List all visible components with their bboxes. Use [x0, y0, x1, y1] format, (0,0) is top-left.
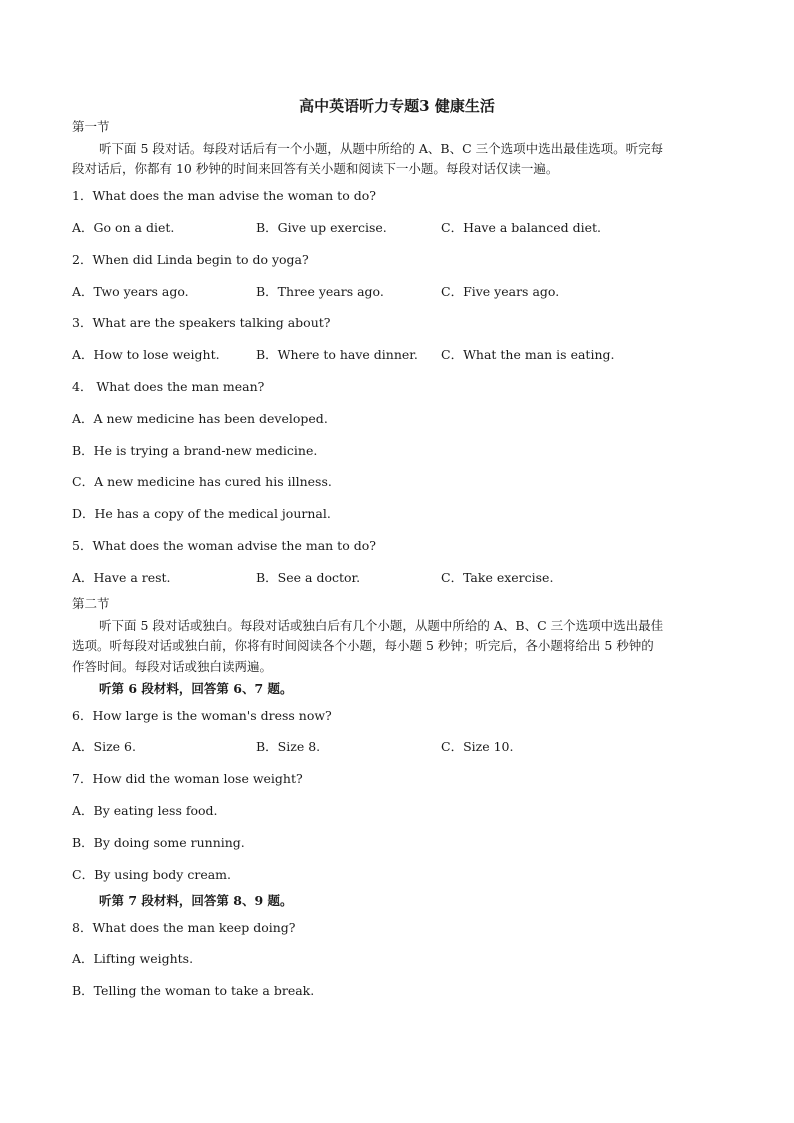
option-b: B．Three years ago.	[256, 284, 384, 299]
section2-instructions-line3: 作答时间。每段对话或独白读两遍。	[72, 659, 273, 674]
option-c: C．Size 10.	[441, 739, 514, 754]
question-4-stem: 4． What does the man mean?	[72, 379, 265, 394]
question-4-option-d: D．He has a copy of the medical journal.	[72, 506, 331, 521]
page-title: 高中英语听力专题3 健康生活	[299, 97, 495, 115]
question-4-option-b: B．He is trying a brand-new medicine.	[72, 443, 318, 458]
option-a: A．Have a rest.	[72, 570, 171, 585]
option-b: B．Give up exercise.	[256, 220, 387, 235]
section2-heading: 第二节	[72, 596, 110, 611]
question-8-stem: 8．What does the man keep doing?	[72, 920, 296, 935]
question-5-stem: 5．What does the woman advise the man to do?	[72, 538, 376, 553]
question-4-option-a: A．A new medicine has been developed.	[72, 411, 328, 426]
section2-instructions-line2: 选项。听每段对话或独白前，你将有时间阅读各个小题，每小题 5 秒钟；听完后，各小题将给出 5 秒钟的	[72, 638, 654, 653]
question-2-stem: 2．When did Linda begin to do yoga?	[72, 252, 309, 267]
subsection-7-heading: 听第 7 段材料，回答第 8、9 题。	[99, 893, 293, 908]
question-7-stem: 7．How did the woman lose weight?	[72, 771, 303, 786]
question-6-stem: 6．How large is the woman's dress now?	[72, 708, 332, 723]
option-b: B．Where to have dinner.	[256, 347, 418, 362]
option-a: A．Size 6.	[72, 739, 136, 754]
section2-instructions-line1: 听下面 5 段对话或独白。每段对话或独白后有几个小题，从题中所给的 A、B、C 三个选项中选出最佳	[99, 618, 664, 633]
option-a: A．Two years ago.	[72, 284, 189, 299]
section1-instructions-line1: 听下面 5 段对话。每段对话后有一个小题，从题中所给的 A、B、C 三个选项中选出最佳选项。听完每	[99, 141, 664, 156]
section1-instructions-line2: 段对话后，你都有 10 秒钟的时间来回答有关小题和阅读下一小题。每段对话仅读一遍。	[72, 161, 559, 176]
option-c: C．Take exercise.	[441, 570, 554, 585]
question-7-option-a: A．By eating less food.	[72, 803, 218, 818]
question-1-stem: 1．What does the man advise the woman to do?	[72, 188, 376, 203]
question-7-option-c: C．By using body cream.	[72, 867, 231, 882]
question-8-option-a: A．Lifting weights.	[72, 951, 194, 966]
question-8-option-b: B．Telling the woman to take a break.	[72, 983, 315, 998]
question-7-option-b: B．By doing some running.	[72, 835, 245, 850]
question-4-option-c: C．A new medicine has cured his illness.	[72, 474, 332, 489]
question-3-stem: 3．What are the speakers talking about?	[72, 315, 331, 330]
option-c: C．What the man is eating.	[441, 347, 615, 362]
subsection-6-heading: 听第 6 段材料，回答第 6、7 题。	[99, 681, 293, 696]
option-a: A．How to lose weight.	[72, 347, 220, 362]
option-c: C．Five years ago.	[441, 284, 560, 299]
option-b: B．Size 8.	[256, 739, 321, 754]
option-b: B．See a doctor.	[256, 570, 361, 585]
section1-heading: 第一节	[72, 119, 110, 134]
option-c: C．Have a balanced diet.	[441, 220, 601, 235]
option-a: A．Go on a diet.	[72, 220, 175, 235]
